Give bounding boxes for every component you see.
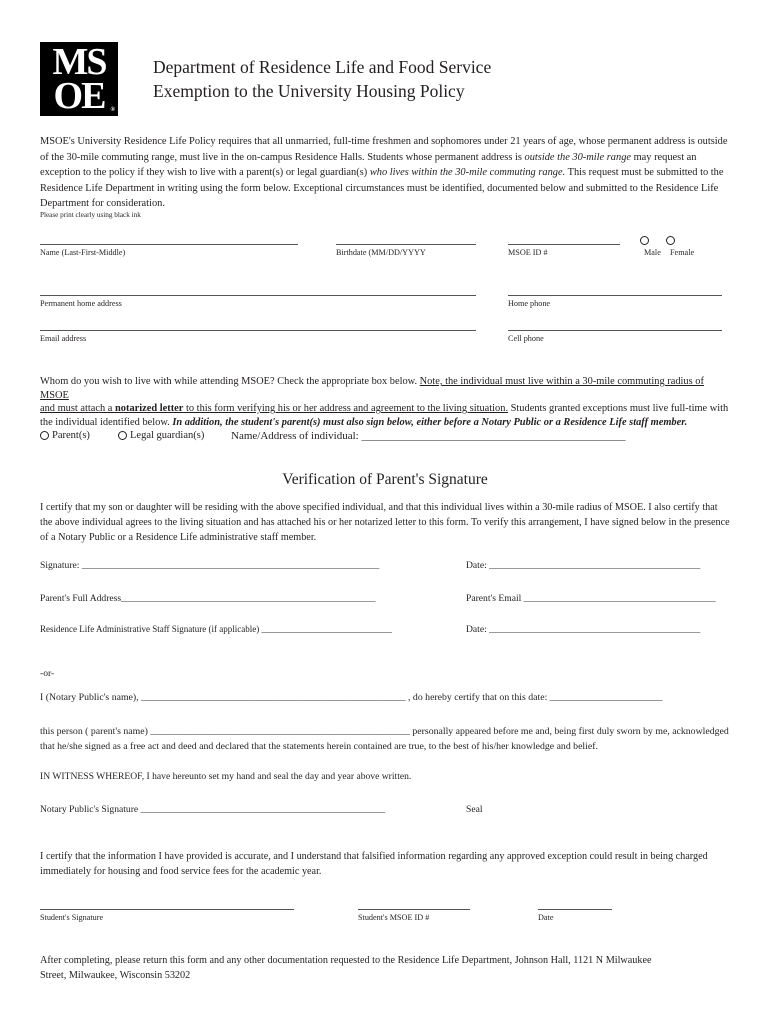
parent-option[interactable]: Parent(s) xyxy=(40,430,90,441)
student-signature-label: Student's Signature xyxy=(40,913,104,922)
female-radio[interactable] xyxy=(666,236,675,245)
parent-address-field[interactable]: Parent's Full Address_____________________________________________________ xyxy=(40,593,376,604)
parent-radio[interactable] xyxy=(40,431,49,440)
staff-date-field[interactable]: Date: ____________________________________________ xyxy=(466,624,701,635)
appearance-statement: this person ( parent's name) _____________________________________________________ personally appeared before me and, being first duly sworn by me, acknowledged that he/she signed as a free act and deed and declared that the statements herein contained are true, to the best of his/her knowledge and belief. xyxy=(40,726,729,752)
verification-heading: Verification of Parent's Signature xyxy=(282,471,488,488)
student-date-field[interactable] xyxy=(538,909,612,910)
notary-name-field[interactable]: I (Notary Public's name), ______________________________________________________ , do hereby certify that on this date: _______________________ xyxy=(40,692,663,703)
staff-signature-field[interactable]: Residence Life Administrative Staff Signature (if applicable) _____________________________ xyxy=(40,624,393,634)
parent-certification-text: I certify that my son or daughter will be residing with the above specified individual, and that this individual lives within a 30-mile radius of MSOE. I also certify that the above individual agrees to the living situation and has attached his or her notarized letter to this form. To verify this arrangement, I have signed below in the presence of a Notary Public or a Residence Life administrative staff member. xyxy=(40,502,730,543)
guardian-radio[interactable] xyxy=(118,431,127,440)
guardian-option[interactable]: Legal guardian(s) xyxy=(118,430,204,441)
birthdate-label: Birthdate (MM/DD/YYYY xyxy=(336,248,426,257)
live-with-question: Whom do you wish to live with while attending MSOE? Check the appropriate box below. Note, the individual must live within a 30-mile commuting radius of MSOE and must attach a notarized letter to this form verifying his or her address and agreement to the living situation. Students granted exceptions must live full-time with the individual identified below. In addition, the student's parent(s) must also sign below, either before a Notary Public or a Residence Life staff member. xyxy=(40,376,729,428)
home-phone-field[interactable] xyxy=(508,295,722,296)
male-radio[interactable] xyxy=(640,236,649,245)
witness-statement: IN WITNESS WHEREOF, I have hereunto set my hand and seal the day and year above written. xyxy=(40,771,412,782)
male-label: Male xyxy=(644,248,661,257)
student-signature-field[interactable] xyxy=(40,909,294,910)
msoe-id-label: MSOE ID # xyxy=(508,248,548,257)
birthdate-field[interactable] xyxy=(336,244,476,245)
parent-signature-field[interactable]: Signature: ______________________________________________________________ xyxy=(40,560,380,571)
home-address-field[interactable] xyxy=(40,295,476,296)
student-certification-text: I certify that the information I have provided is accurate, and I understand that falsified information regarding any approved exception could result in being charged immediately for housing and food service fees for the academic year. xyxy=(40,851,708,877)
student-date-label: Date xyxy=(538,913,554,922)
page-subtitle: Exemption to the University Housing Policy xyxy=(153,81,465,101)
female-label: Female xyxy=(670,248,695,257)
msoe-logo: MS OE ® xyxy=(40,42,118,116)
name-label: Name (Last-First-Middle) xyxy=(40,248,126,257)
return-instructions: After completing, please return this form and any other documentation requested to the Residence Life Department, Johnson Hall, 1121 N Milwaukee Street, Milwaukee, Wisconsin 53202 xyxy=(40,955,652,981)
individual-name-address-field[interactable]: Name/Address of individual: ________________________________________________ xyxy=(231,430,626,442)
ink-note: Please print clearly using black ink xyxy=(40,211,141,219)
email-field[interactable] xyxy=(40,330,476,331)
notary-signature-field[interactable]: Notary Public's Signature ___________________________________________________ xyxy=(40,804,386,815)
name-field[interactable] xyxy=(40,244,298,245)
intro-paragraph: MSOE's University Residence Life Policy requires that all unmarried, full-time freshmen and sophomores under 21 years of age, whose permanent address is outside of the 30-mile commuting range, must live in the on-campus Residence Halls. Students whose permanent address is outside the 30-mile range may request an exception to the policy if they wish to live with a parent(s) or legal guardian(s) who lives within the 30-mile commuting range. This request must be submitted to the Residence Life Department in writing using the form below. Exceptional circumstances must be identified, documented below and submitted to the Residence Life Department for consideration. xyxy=(40,136,728,209)
cell-phone-label: Cell phone xyxy=(508,334,544,343)
msoe-id-field[interactable] xyxy=(508,244,620,245)
student-id-label: Student's MSOE ID # xyxy=(358,913,430,922)
home-address-label: Permanent home address xyxy=(40,299,122,308)
cell-phone-field[interactable] xyxy=(508,330,722,331)
seal-label: Seal xyxy=(466,804,483,815)
parent-date-field[interactable]: Date: ____________________________________________ xyxy=(466,560,701,571)
student-id-field[interactable] xyxy=(358,909,470,910)
email-label: Email address xyxy=(40,334,87,343)
parent-email-field[interactable]: Parent's Email ________________________________________ xyxy=(466,593,716,604)
home-phone-label: Home phone xyxy=(508,299,551,308)
page-title: Department of Residence Life and Food Service xyxy=(153,57,492,77)
or-separator: -or- xyxy=(40,668,55,679)
